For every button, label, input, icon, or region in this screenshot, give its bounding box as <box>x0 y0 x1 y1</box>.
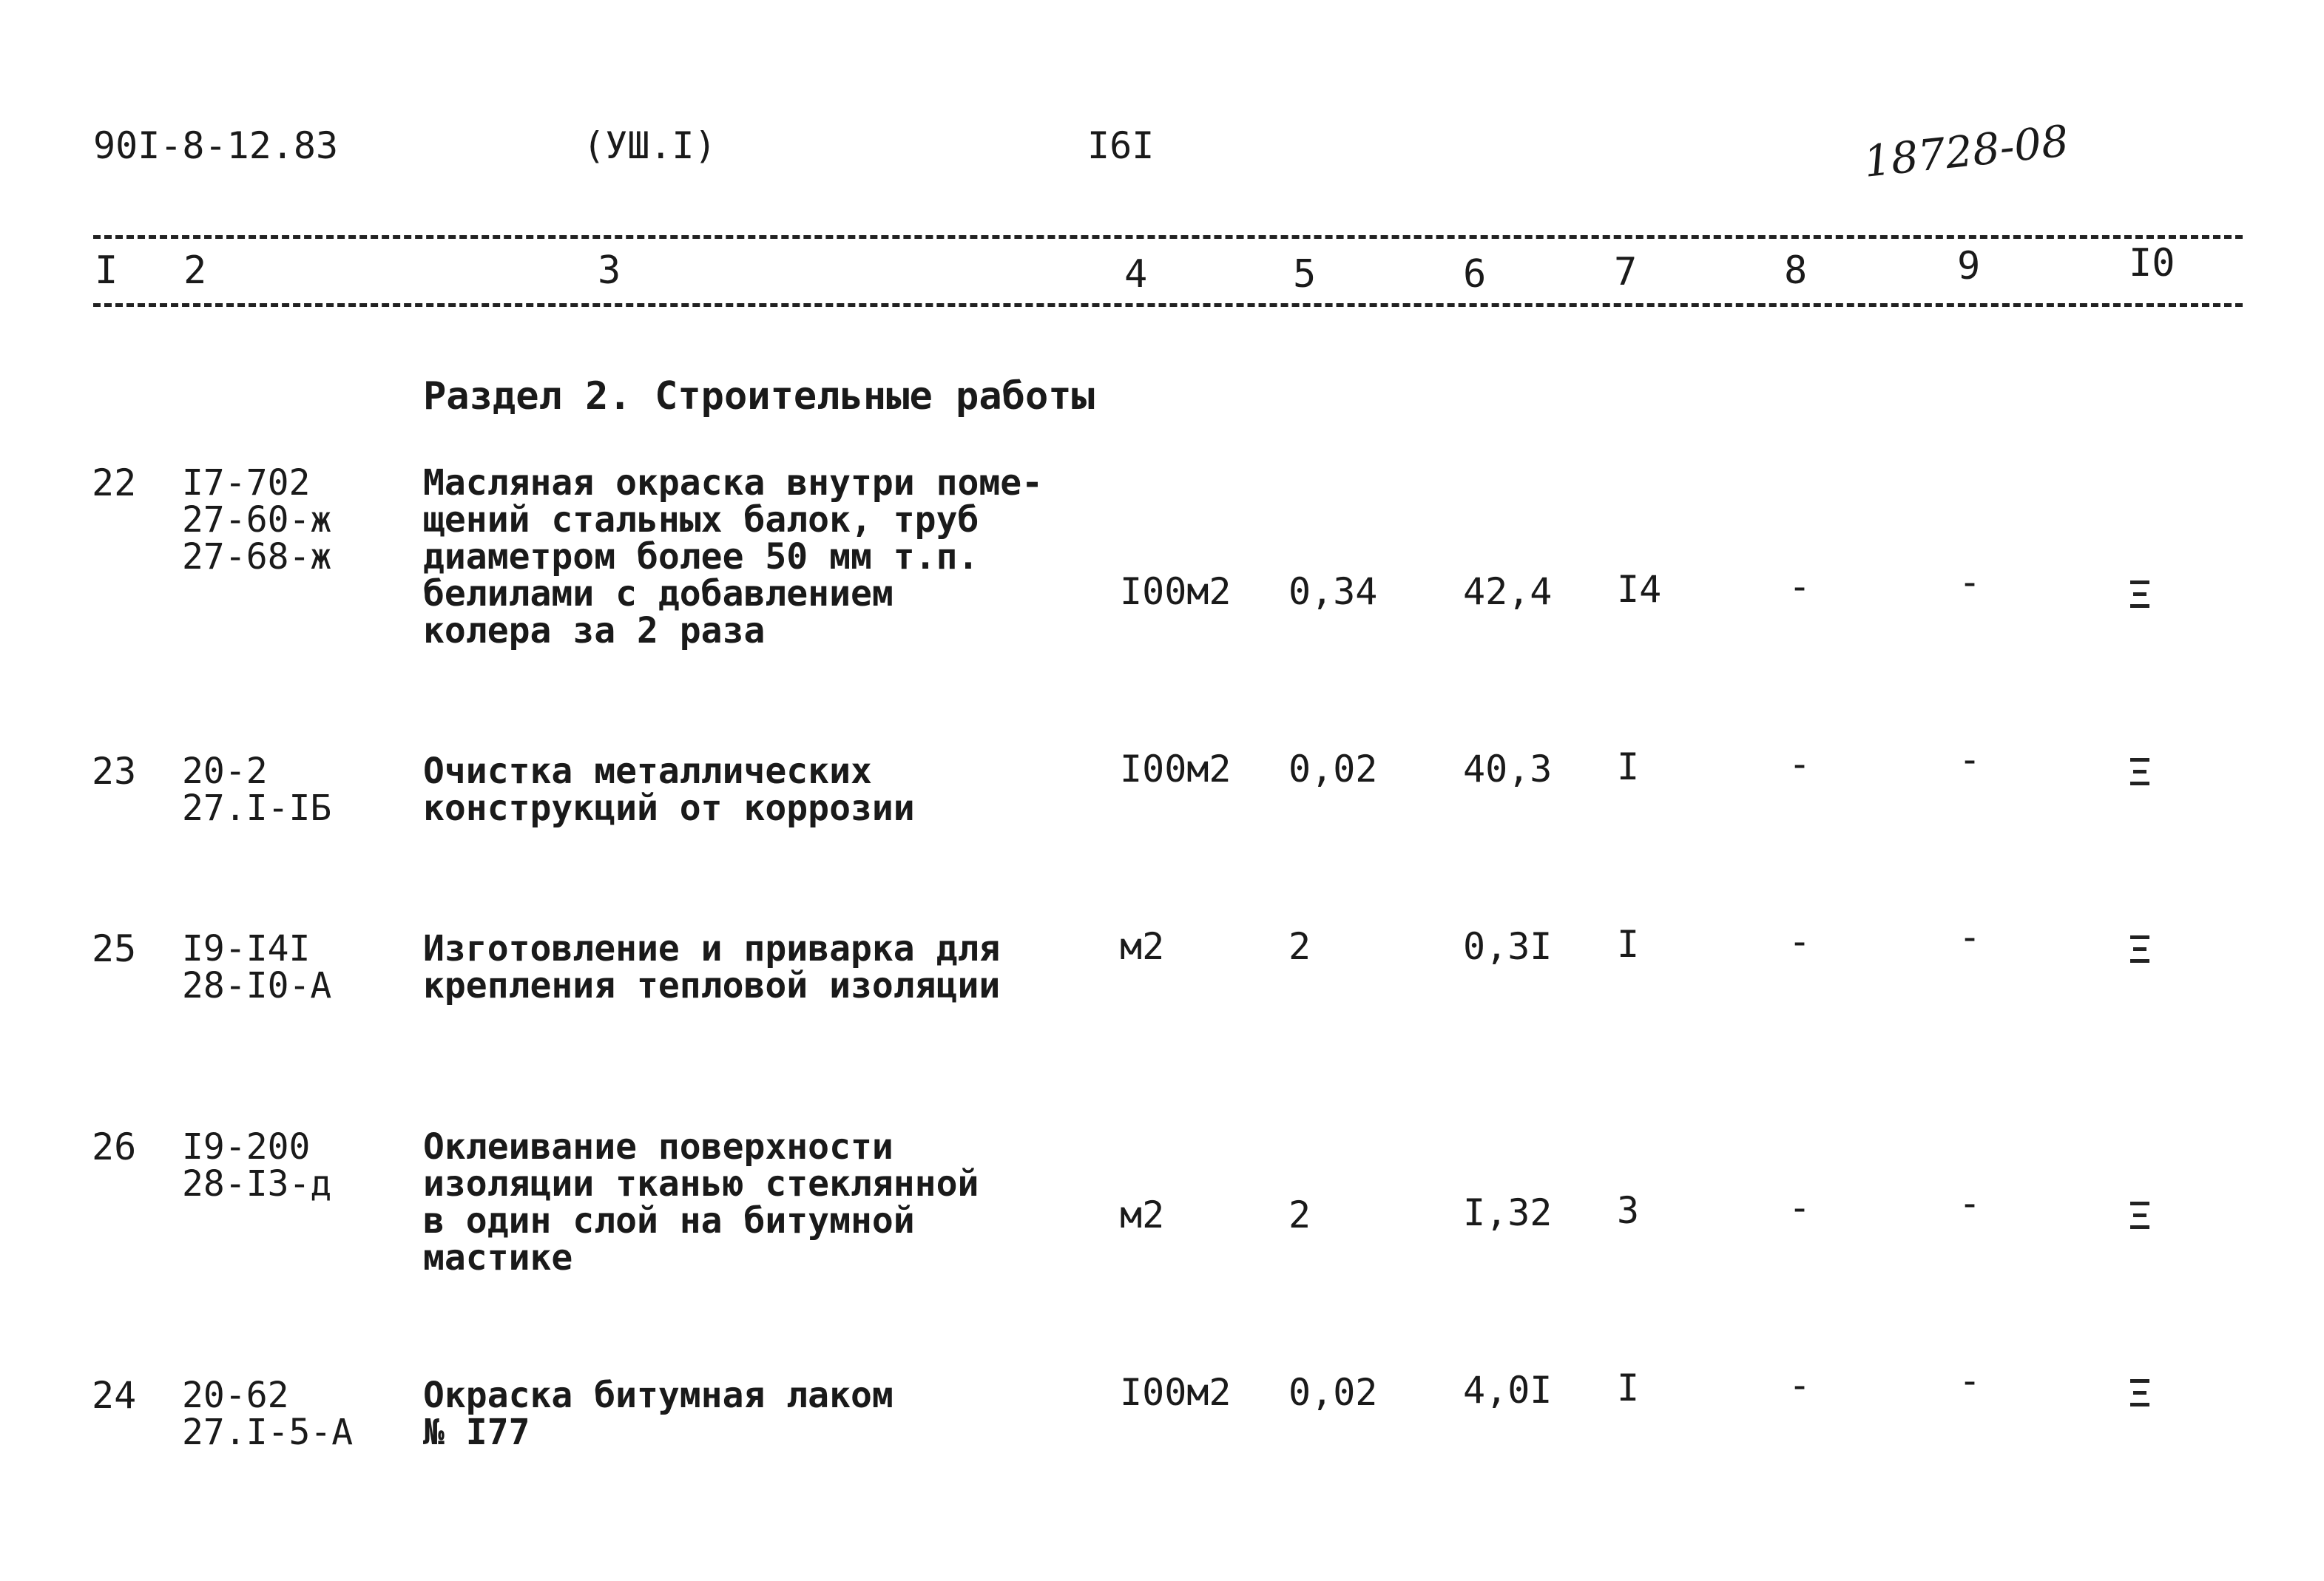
column-8-value: - <box>1788 1364 1811 1406</box>
column-9-value: - <box>1959 738 1982 781</box>
ditto-mark-icon <box>2130 580 2149 616</box>
section-code: (УШ.I) <box>583 124 717 167</box>
unit: I00м2 <box>1120 748 1232 790</box>
column-header-3: 3 <box>598 248 621 293</box>
ditto-mark-icon <box>2130 935 2149 971</box>
unit: м2 <box>1120 925 1165 968</box>
unit: I00м2 <box>1120 570 1232 613</box>
column-header-2: 2 <box>183 248 207 293</box>
unit-price: 0,3I <box>1463 925 1553 968</box>
unit-price: 40,3 <box>1463 748 1553 790</box>
work-description: Масляная окраска внутри поме- щений стальных балок, труб диаметром более 50 мм т.п. белилами с добавлением колера за 2 раза <box>423 462 1044 651</box>
norm-codes: I9-I4I 28-I0-А <box>182 928 332 1006</box>
column-8-value: - <box>1788 1186 1811 1229</box>
page-number: I6I <box>1087 124 1155 167</box>
work-description: Изготовление и приварка для крепления тепловой изоляции <box>423 928 1001 1006</box>
ditto-mark-icon <box>2130 1379 2149 1415</box>
ditto-mark-icon <box>2130 1202 2149 1237</box>
work-description: Очистка металлических конструкций от коррозии <box>423 751 915 829</box>
section-title: Раздел 2. Строительные работы <box>423 374 1095 419</box>
column-7-value: I4 <box>1617 568 1662 611</box>
handwritten-number: 18728-08 <box>1861 115 2071 187</box>
column-8-value: - <box>1788 565 1811 608</box>
column-7-value: I <box>1617 923 1640 966</box>
norm-codes: 20-2 27.I-IБ <box>182 751 332 829</box>
column-9-value: - <box>1959 1359 1982 1402</box>
norm-codes: I9-200 28-I3-д <box>182 1126 332 1205</box>
unit-price: 42,4 <box>1463 570 1553 613</box>
work-description: Окраска битумная лаком № I77 <box>423 1375 894 1453</box>
column-9-value: - <box>1959 1182 1982 1225</box>
header-top-rule <box>93 235 2243 239</box>
column-8-value: - <box>1788 920 1811 963</box>
unit-price: I,32 <box>1463 1191 1553 1234</box>
row-number: 23 <box>92 750 137 793</box>
quantity: 2 <box>1288 925 1311 968</box>
column-8-value: - <box>1788 742 1811 785</box>
document-code: 90I-8-12.83 <box>93 124 339 167</box>
column-7-value: I <box>1617 1367 1640 1409</box>
row-number: 24 <box>92 1374 137 1417</box>
column-7-value: I <box>1617 745 1640 788</box>
row-number: 25 <box>92 927 137 970</box>
column-header-5: 5 <box>1293 252 1317 297</box>
unit: I00м2 <box>1120 1371 1232 1414</box>
quantity: 0,34 <box>1288 570 1378 613</box>
column-9-value: - <box>1959 561 1982 603</box>
work-description: Оклеивание поверхности изоляции тканью стеклянной в один слой на битумной мастике <box>423 1126 979 1279</box>
norm-codes: 20-62 27.I-5-А <box>182 1375 354 1453</box>
column-header-10: I0 <box>2129 241 2175 285</box>
unit-price: 4,0I <box>1463 1369 1553 1412</box>
row-number: 26 <box>92 1125 137 1168</box>
ditto-mark-icon <box>2130 758 2149 793</box>
column-header-1: I <box>95 248 118 293</box>
column-header-4: 4 <box>1124 252 1148 297</box>
column-header-7: 7 <box>1614 250 1638 294</box>
row-number: 22 <box>92 461 137 504</box>
column-header-8: 8 <box>1784 248 1808 293</box>
column-7-value: 3 <box>1617 1189 1640 1232</box>
column-9-value: - <box>1959 915 1982 958</box>
quantity: 0,02 <box>1288 1371 1378 1414</box>
header-bottom-rule <box>93 303 2243 307</box>
quantity: 0,02 <box>1288 748 1378 790</box>
unit: м2 <box>1120 1194 1165 1236</box>
column-header-6: 6 <box>1463 252 1487 297</box>
norm-codes: I7-702 27-60-ж 27-68-ж <box>182 462 332 578</box>
column-header-9: 9 <box>1957 244 1981 288</box>
quantity: 2 <box>1288 1194 1311 1236</box>
